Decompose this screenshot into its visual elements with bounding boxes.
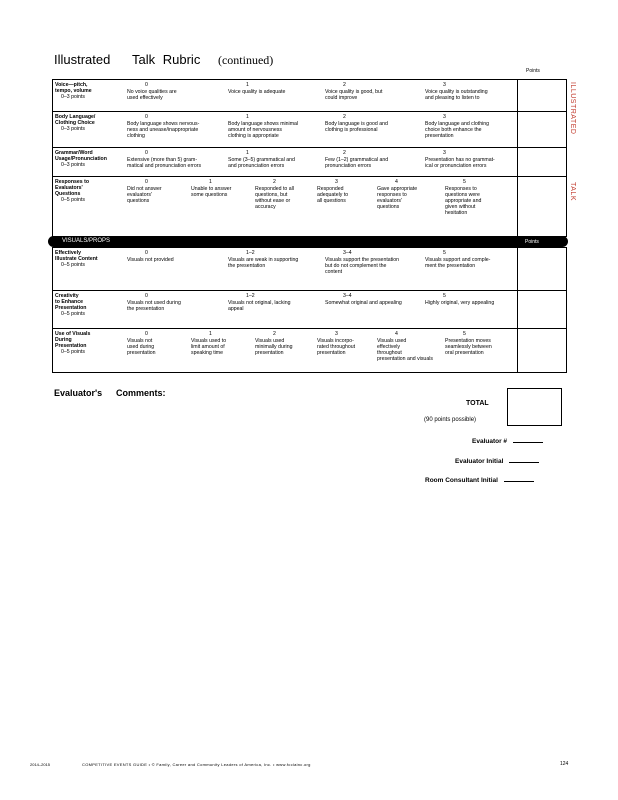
score-value: 3: [443, 150, 446, 156]
score-description: Visuals not used during presentation: [127, 338, 156, 356]
score-description: Visuals used minimally during presentation: [255, 338, 293, 356]
score-value: 4: [395, 331, 398, 337]
room-consultant-initial-line[interactable]: [504, 481, 534, 482]
score-description: Voice quality is adequate: [228, 89, 286, 95]
room-consultant-initial-label: Room Consultant Initial: [425, 477, 498, 484]
total-label: TOTAL: [466, 400, 489, 407]
criterion-points: 0–5 points: [61, 197, 85, 203]
points-header-top: Points: [526, 68, 540, 74]
score-description: Some (3–5) grammatical and and pronunciation errors: [228, 157, 295, 169]
score-description: Body language is good and clothing is professional: [325, 121, 388, 133]
score-value: 1: [246, 114, 249, 120]
title-word-1: Illustrated: [54, 52, 111, 67]
score-value: 2: [343, 150, 346, 156]
score-value: 0: [145, 114, 148, 120]
score-description: Body language and clothing choice both enhance the presentation: [425, 121, 490, 139]
score-description: Responded to all questions, but without ease or accuracy: [255, 186, 294, 210]
score-value: 1: [209, 331, 212, 337]
score-description: Few (1–2) grammatical and pronunciation errors: [325, 157, 389, 169]
criterion-label: [55, 150, 107, 168]
criterion-name: Voice—pitch, tempo, volume: [55, 82, 92, 94]
rubric-row: [53, 147, 566, 176]
score-description: Visuals not used during the presentation: [127, 300, 181, 312]
title-word-3: Rubric: [162, 52, 201, 67]
criterion-points: 0–5 points: [61, 262, 85, 268]
criterion-points: 0–5 points: [61, 311, 85, 317]
evaluator-number: [472, 438, 543, 445]
section-bar-label: VISUALS/PROPS: [62, 238, 111, 244]
score-description: Responses to questions were appropriate and given without hesitation: [445, 186, 482, 216]
rubric-row: [53, 111, 566, 147]
score-description: Presentation has no grammat- ical or pronunciation errors: [425, 157, 495, 169]
criterion-label: [55, 114, 95, 132]
score-value: 3: [335, 179, 338, 185]
footer-years: 2014–2015: [30, 762, 51, 767]
criterion-name: Effectively Illustrate Content: [55, 250, 98, 262]
score-description: Highly original, very appealing: [425, 300, 495, 306]
score-value: 2: [273, 331, 276, 337]
score-description: Visuals used effectively throughout presentation and visuals: [377, 338, 433, 362]
footer-text: COMPETITIVE EVENTS GUIDE • © Family, Career and Community Leaders of America, Inc. • www.fcclainc.org: [82, 762, 311, 767]
score-value: 4: [395, 179, 398, 185]
criterion-name: Responses to Evaluators' Questions: [55, 179, 90, 197]
page-title: [54, 52, 273, 68]
score-value: 0: [145, 250, 148, 256]
score-description: Responded adequately to all questions: [317, 186, 349, 204]
score-value: 0: [145, 331, 148, 337]
score-value: 3–4: [343, 250, 352, 256]
score-value: 3: [443, 114, 446, 120]
score-value: 2: [273, 179, 276, 185]
section-bar-visuals: [48, 236, 568, 247]
score-description: Visuals are weak in supporting the presentation: [228, 257, 299, 269]
score-value: 1–2: [246, 293, 255, 299]
evaluator-number-line[interactable]: [513, 442, 543, 443]
rubric-table-visuals: [52, 247, 567, 373]
score-description: Did not answer evaluators' questions: [127, 186, 162, 204]
score-value: 1–2: [246, 250, 255, 256]
rubric-row: [53, 80, 566, 111]
evaluator-initial-line[interactable]: [509, 462, 539, 463]
score-description: Voice quality is outstanding and pleasing to listen to: [425, 89, 488, 101]
evaluator-initial: [455, 458, 539, 465]
score-description: Visuals support and comple- ment the presentation: [425, 257, 491, 269]
score-description: Presentation moves seamlessly between oral presentation: [445, 338, 492, 356]
score-description: Visuals incorpo- rated throughout presentation: [317, 338, 356, 356]
evaluators-label: Evaluator's: [54, 388, 103, 398]
criterion-points: 0–3 points: [61, 94, 85, 100]
side-label-talk: TALK: [569, 182, 576, 201]
criterion-label: [55, 331, 90, 355]
score-value: 3–4: [343, 293, 352, 299]
score-description: Body language shows minimal amount of nervousness clothing is appropriate: [228, 121, 299, 139]
criterion-name: Creativity to Enhance Presentation: [55, 293, 87, 311]
evaluator-initial-label: Evaluator Initial: [455, 458, 504, 465]
score-description: Body language shows nervous- ness and unease/inappropriate clothing: [127, 121, 200, 139]
criterion-label: [55, 293, 86, 317]
criterion-name: Body Language/ Clothing Choice: [55, 114, 96, 126]
criterion-points: 0–3 points: [61, 162, 85, 168]
criterion-label: [55, 179, 89, 203]
title-word-2: Talk: [132, 52, 156, 67]
score-value: 5: [463, 179, 466, 185]
section-bar-points: Points: [525, 239, 539, 245]
score-description: Visuals not original, lacking appeal: [228, 300, 291, 312]
side-label-illustrated: ILLUSTRATED: [569, 82, 576, 135]
evaluator-number-label: Evaluator #: [472, 438, 508, 445]
score-value: 5: [443, 293, 446, 299]
footer-page-number: 124: [560, 761, 569, 767]
rubric-row: [53, 328, 566, 374]
criterion-label: [55, 250, 98, 268]
score-value: 3: [443, 82, 446, 88]
score-value: 1: [246, 82, 249, 88]
criterion-label: [55, 82, 92, 100]
score-description: Unable to answer some questions: [191, 186, 232, 198]
rubric-row: [53, 248, 566, 290]
score-value: 1: [209, 179, 212, 185]
total-possible: (90 points possible): [424, 417, 477, 423]
comments-label: Comments:: [116, 388, 166, 398]
score-value: 3: [335, 331, 338, 337]
score-value: 0: [145, 293, 148, 299]
score-description: Visuals support the presentation but do not complement the content: [325, 257, 400, 275]
total-score-box[interactable]: [507, 388, 562, 426]
score-description: Visuals used to limit amount of speaking time: [191, 338, 227, 356]
title-continued: (continued): [217, 53, 274, 67]
criterion-points: 0–3 points: [61, 126, 85, 132]
score-description: Visuals not provided: [127, 257, 174, 263]
score-description: Voice quality is good, but could improve: [325, 89, 383, 101]
criterion-name: Grammar/Word Usage/Pronunciation: [55, 150, 107, 162]
score-description: Gave appropriate responses to evaluators' questions: [377, 186, 418, 210]
score-value: 0: [145, 82, 148, 88]
score-value: 5: [443, 250, 446, 256]
score-value: 5: [463, 331, 466, 337]
rubric-row: [53, 290, 566, 328]
rubric-table-talk: [52, 79, 567, 237]
score-value: 2: [343, 114, 346, 120]
rubric-row: [53, 176, 566, 238]
room-consultant-initial: [425, 477, 534, 484]
score-value: 1: [246, 150, 249, 156]
criterion-points: 0–5 points: [61, 349, 85, 355]
score-description: Extensive (more than 5) gram- matical and pronunciation errors: [127, 157, 202, 169]
score-value: 2: [343, 82, 346, 88]
score-value: 0: [145, 179, 148, 185]
score-description: Somewhat original and appealing: [325, 300, 402, 306]
criterion-name: Use of Visuals During Presentation: [55, 331, 91, 349]
score-description: No voice qualities are used effectively: [127, 89, 177, 101]
score-value: 0: [145, 150, 148, 156]
